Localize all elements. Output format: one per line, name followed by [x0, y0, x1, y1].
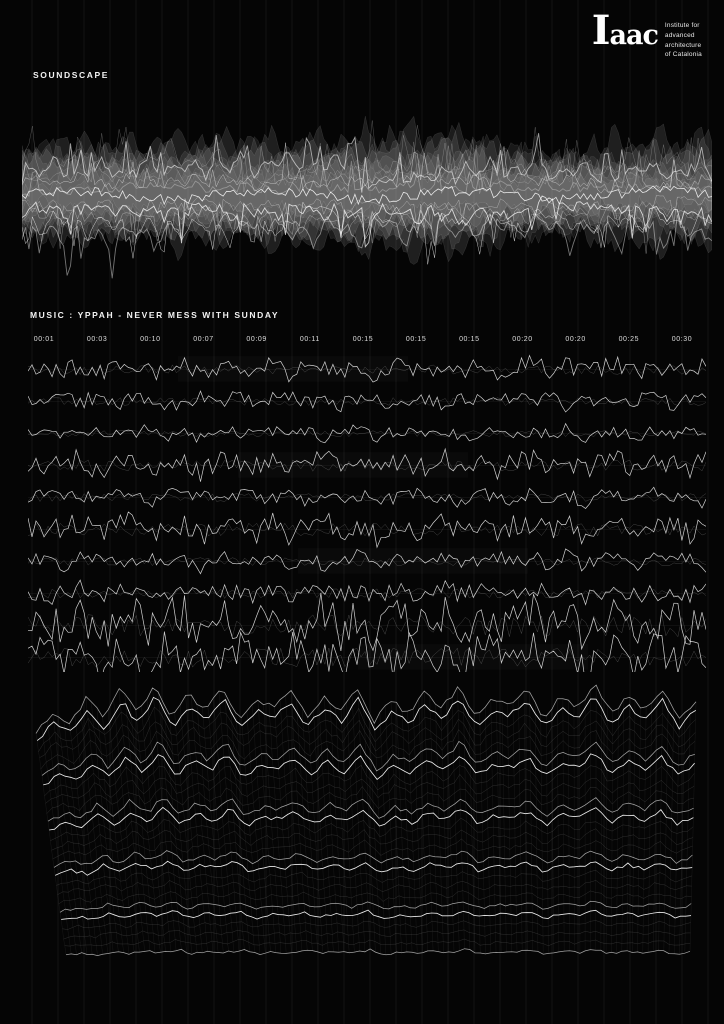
soundscape-svg	[22, 85, 712, 285]
axis-tick: 00:15	[405, 336, 427, 343]
logo-wordmark	[665, 12, 702, 60]
waveform-tracks-svg	[28, 352, 706, 672]
axis-tick: 00:03	[86, 336, 108, 343]
terrain-mesh-chart	[18, 672, 718, 1017]
logo-line-2: advanced	[664, 31, 695, 39]
logo-mark-letter: I	[591, 7, 610, 54]
axis-tick: 00:07	[193, 336, 214, 343]
music-title: MUSIC : YPPAH - NEVER MESS WITH SUNDAY	[30, 310, 280, 320]
axis-tick: 00:11	[299, 336, 320, 343]
axis-tick: 00:20	[512, 336, 533, 343]
axis-tick: 00:30	[671, 336, 693, 343]
axis-tick: 00:15	[352, 336, 374, 343]
axis-tick: 00:01	[33, 336, 55, 343]
time-axis	[30, 336, 702, 350]
axis-tick: 00:10	[140, 336, 161, 343]
logo-line-1: Institute for	[664, 22, 700, 29]
axis-tick: 00:20	[565, 336, 586, 343]
axis-tick: 00:15	[459, 336, 480, 343]
axis-tick: 00:09	[246, 336, 267, 343]
soundscape-chart	[22, 85, 712, 285]
waveform-stack	[28, 352, 706, 672]
soundscape-title: SOUNDSCAPE	[33, 70, 109, 80]
axis-tick: 00:25	[618, 336, 640, 343]
logo-line-4: of Catalonia	[664, 51, 702, 59]
logo-line-3: architecture	[664, 41, 702, 49]
iaac-logo	[591, 7, 702, 60]
logo-mark-sub: aac	[609, 20, 658, 51]
logo-mark	[591, 7, 658, 54]
terrain-mesh-svg	[18, 672, 718, 1017]
